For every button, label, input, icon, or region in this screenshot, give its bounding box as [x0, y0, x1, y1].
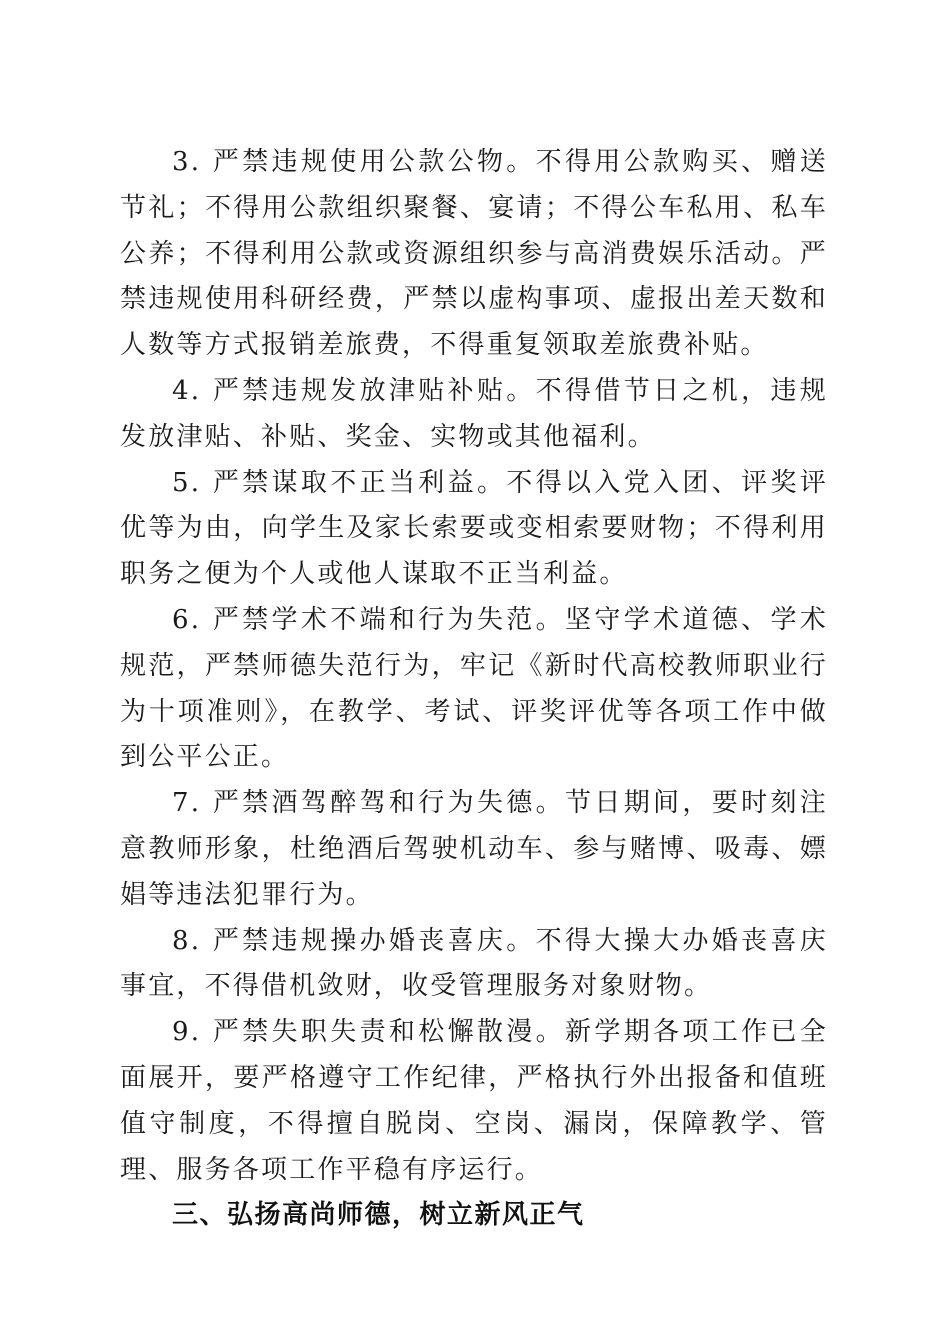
document-body — [120, 140, 828, 1239]
paragraph-item-9: 9. 严禁失职失责和松懈散漫。新学期各项工作已全面展开，要严格遵守工作纪律，严格执行外出报备和值班值守制度，不得擅自脱岗、空岗、漏岗，保障教学、管理、服务各项工作平稳有序运行。 — [120, 1017, 828, 1185]
paragraph-item-3: 3. 严禁违规使用公款公物。不得用公款购买、赠送节礼；不得用公款组织聚餐、宴请；不得公车私用、私车公养；不得利用公款或资源组织参与高消费娱乐活动。严禁违规使用科研经费，严禁以虚构事项、虚报出差天数和人数等方式报销差旅费，不得重复领取差旅费补贴。 — [120, 147, 828, 361]
paragraph-item-8: 8. 严禁违规操办婚丧喜庆。不得大操大办婚丧喜庆事宜，不得借机敛财，收受管理服务对象财物。 — [120, 925, 828, 1002]
paragraph-item-4: 4. 严禁违规发放津贴补贴。不得借节日之机，违规发放津贴、补贴、奖金、实物或其他福利。 — [120, 375, 828, 452]
paragraph-item-6: 6. 严禁学术不端和行为失范。坚守学术道德、学术规范，严禁师德失范行为，牢记《新时代高校教师职业行为十项准则》，在教学、考试、评奖评优等各项工作中做到公平公正。 — [120, 604, 828, 773]
paragraph-item-7: 7. 严禁酒驾醉驾和行为失德。节日期间，要时刻注意教师形象，杜绝酒后驾驶机动车、参与赌博、吸毒、嫖娼等违法犯罪行为。 — [120, 788, 828, 910]
section-heading: 三、弘扬高尚师德，树立新风正气 — [172, 1200, 585, 1231]
paragraph-item-5: 5. 严禁谋取不正当利益。不得以入党入团、评奖评优等为由，向学生及家长索要或变相索要财物；不得利用职务之便为个人或他人谋取不正当利益。 — [120, 467, 828, 590]
